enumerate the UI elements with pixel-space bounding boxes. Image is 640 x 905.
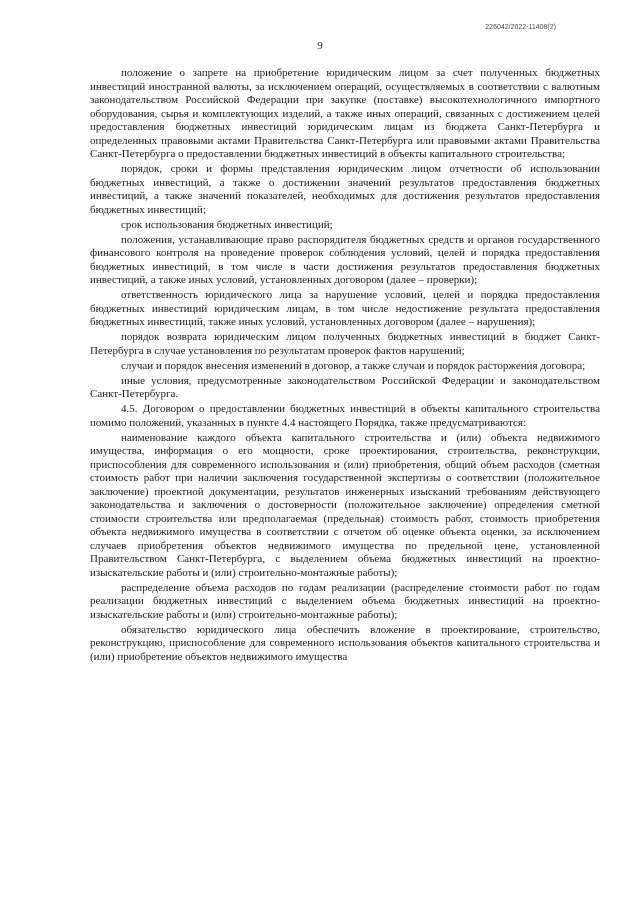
paragraph: ответственность юридического лица за нарушение условий, целей и порядка предоставления бюджетных инвестиций юридическим лицам, в том числе недостижение результата предоставления бюджетных инвестиций, также иных условий, установленных договором (далее – нарушения);: [90, 289, 600, 328]
paragraph: обязательство юридического лица обеспечить вложение в проектирование, строительство, реконструкцию, приспособление для современного использования объектов капитального строительства и (или) приобретение объектов недвижимого имущества: [90, 623, 600, 663]
paragraph: распределение объема расходов по годам реализации (распределение стоимости работ по годам реализации бюджетных инвестиций с выделением объема бюджетных инвестиций на проектно-изыскательские работы и (или) строительно-монтажные работы);: [90, 581, 600, 621]
paragraph: срок использования бюджетных инвестиций;: [121, 218, 333, 231]
page-number: 9: [317, 40, 323, 52]
paragraph: иные условия, предусмотренные законодательством Российской Федерации и законодательством Санкт-Петербурга.: [90, 374, 600, 400]
paragraph: наименование каждого объекта капитального строительства и (или) объекта недвижимого имущества, информация о его мощности, сроке проектирования, строительства, реконструкции, приспособления для современного использования и (или) приобретения, общий объем расходов (сметная стоимость работ при наличии заключения государственной экспертизы о соответствии (положительное заключение) проектной документации, результатов инженерных изысканий требованиям действующего законодательства и заключения о достоверности (положительное заключение) определения сметной стоимости строительства или предполагаемая (предельная) стоимость работ, стоимость приобретения объекта недвижимого имущества в соответствии с отчетом об оценке объекта оценки, за исключением случаев приобретения объектов недвижимого имущества по предельной цене, установленной Правительством Санкт-Петербурга, с выделением объема бюджетных инвестиций на проектно-изыскательские работы и (или) строительно-монтажные работы);: [90, 431, 600, 579]
paragraph: положение о запрете на приобретение юридическим лицом за счет полученных бюджетных инвестиций иностранной валюты, за исключением операций, осуществляемых в соответствии с валютным законодательством Российской Федерации при закупке (поставке) высокотехнологичного импортного оборудования, сырья и комплектующих изделий, а также иных операций, связанных с достижением целей предоставления бюджетных инвестиций юридическим лицам из бюджета Санкт-Петербурга и определенных правовыми актами Правительства Санкт-Петербурга или правовыми актами Правительства Санкт-Петербурга о предоставлении бюджетных инвестиций в объекты капитального строительства;: [90, 67, 600, 160]
paragraph: порядок возврата юридическим лицом полученных бюджетных инвестиций в бюджет Санкт-Петербурга в случае установления по результатам проверок фактов нарушений;: [90, 331, 600, 357]
paragraph: порядок, сроки и формы представления юридическим лицом отчетности об использовании бюджетных инвестиций, а также о достижении значений результатов предоставления бюджетных инвестиций, а также значений показателей, необходимых для достижения результатов предоставления бюджетных инвестиций;: [90, 163, 600, 216]
paragraph: положения, устанавливающие право распорядителя бюджетных средств и органов государственного финансового контроля на проведение проверок соблюдения условий, целей и порядка предоставления бюджетных инвестиций, в том числе в части достижения результатов предоставления бюджетных инвестиций, а также иных условий, установленных договором (далее – проверки);: [90, 233, 600, 286]
document-body: [90, 67, 600, 666]
paragraph: случаи и порядок внесения изменений в договор, а также случаи и порядок расторжения договора;: [121, 359, 586, 372]
document-number: 226042/2022-11408(2): [485, 24, 556, 31]
paragraph: 4.5. Договором о предоставлении бюджетных инвестиций в объекты капитального строительства помимо положений, указанных в пункте 4.4 настоящего Порядка, также предусматриваются:: [90, 403, 600, 429]
